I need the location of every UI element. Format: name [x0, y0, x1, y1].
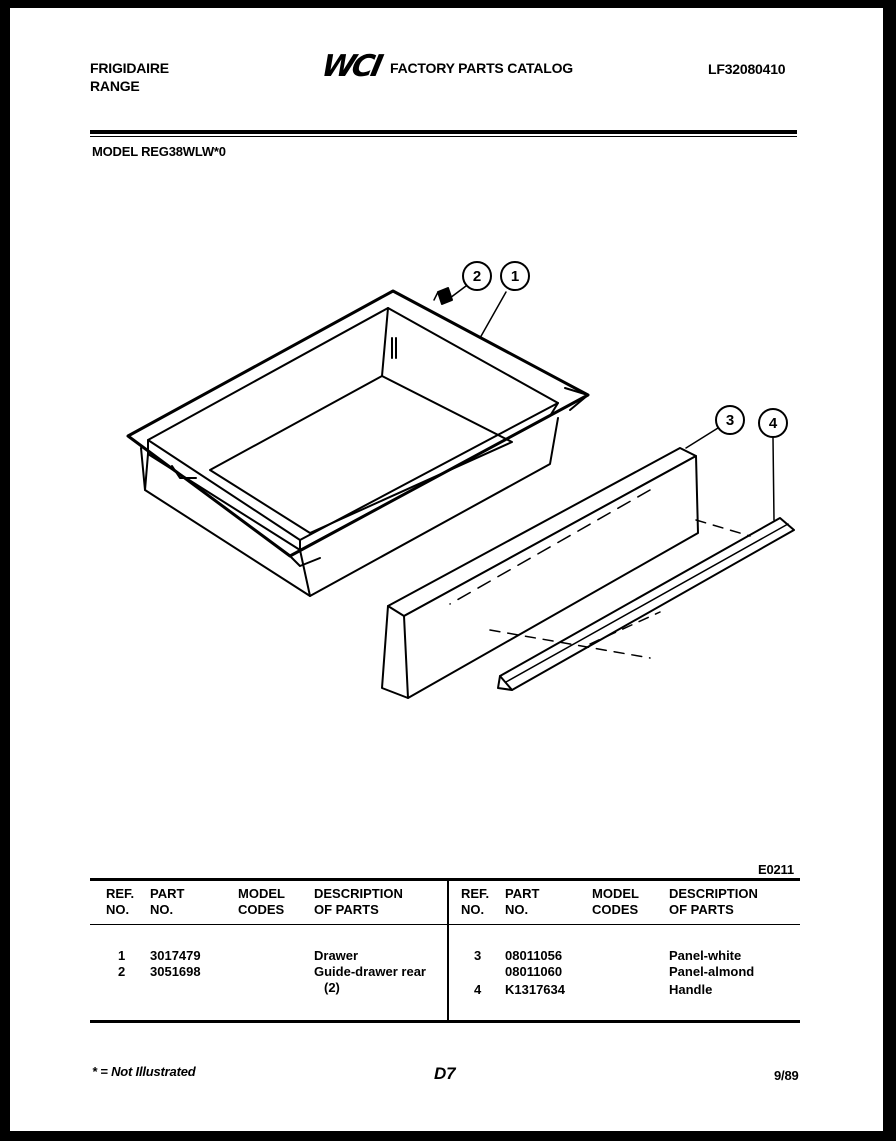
- table-center-divider: [447, 880, 449, 1022]
- page-number: D7: [434, 1064, 456, 1083]
- right-row-1-ref: 3: [474, 948, 482, 963]
- left-header-part: PART NO.: [150, 886, 185, 917]
- left-row-1-desc: Drawer: [314, 948, 359, 963]
- right-header-codes: MODEL CODES: [592, 886, 639, 917]
- guide-part: [434, 288, 452, 304]
- catalog-page: [10, 8, 883, 1131]
- exploded-parts-diagram: [10, 8, 883, 868]
- brand-name: FRIGIDAIRE: [90, 60, 169, 76]
- catalog-title: FACTORY PARTS CATALOG: [390, 60, 573, 76]
- table-bottom-rule: [90, 1020, 800, 1023]
- product-type: RANGE: [90, 78, 140, 94]
- right-row-3-ref: 4: [474, 982, 482, 997]
- left-row-3-desc: (2): [324, 980, 340, 995]
- not-illustrated-note: * = Not Illustrated: [92, 1064, 196, 1079]
- left-row-1-ref: 1: [118, 948, 126, 963]
- left-header-desc: DESCRIPTION OF PARTS: [314, 886, 403, 917]
- callout-4: 4: [768, 415, 778, 432]
- right-row-2-part: 08011060: [505, 964, 563, 979]
- callout-2: 2: [472, 268, 482, 285]
- table-header-rule: [90, 924, 800, 925]
- right-header-ref: REF. NO.: [461, 886, 490, 917]
- callout-1: 1: [510, 268, 520, 285]
- model-label: MODEL REG38WLW*0: [92, 144, 226, 159]
- right-row-3-desc: Handle: [669, 982, 713, 997]
- left-row-2-ref: 2: [118, 964, 126, 979]
- right-header-part: PART NO.: [505, 886, 540, 917]
- right-row-1-part: 08011056: [505, 948, 563, 963]
- figure-code: E0211: [758, 862, 794, 877]
- callout-3: 3: [725, 412, 735, 429]
- right-row-1-desc: Panel-white: [669, 948, 742, 963]
- right-row-3-part: K1317634: [505, 982, 565, 997]
- catalog-number: LF32080410: [708, 61, 786, 77]
- left-header-ref: REF. NO.: [106, 886, 135, 917]
- catalog-date: 9/89: [774, 1068, 799, 1083]
- wci-logo: WCI: [318, 49, 384, 84]
- right-header-desc: DESCRIPTION OF PARTS: [669, 886, 758, 917]
- left-header-codes: MODEL CODES: [238, 886, 285, 917]
- left-row-1-part: 3017479: [150, 948, 201, 963]
- left-row-2-desc: Guide-drawer rear: [314, 964, 426, 979]
- table-top-rule: [90, 878, 800, 881]
- left-row-2-part: 3051698: [150, 964, 201, 979]
- right-row-2-desc: Panel-almond: [669, 964, 755, 979]
